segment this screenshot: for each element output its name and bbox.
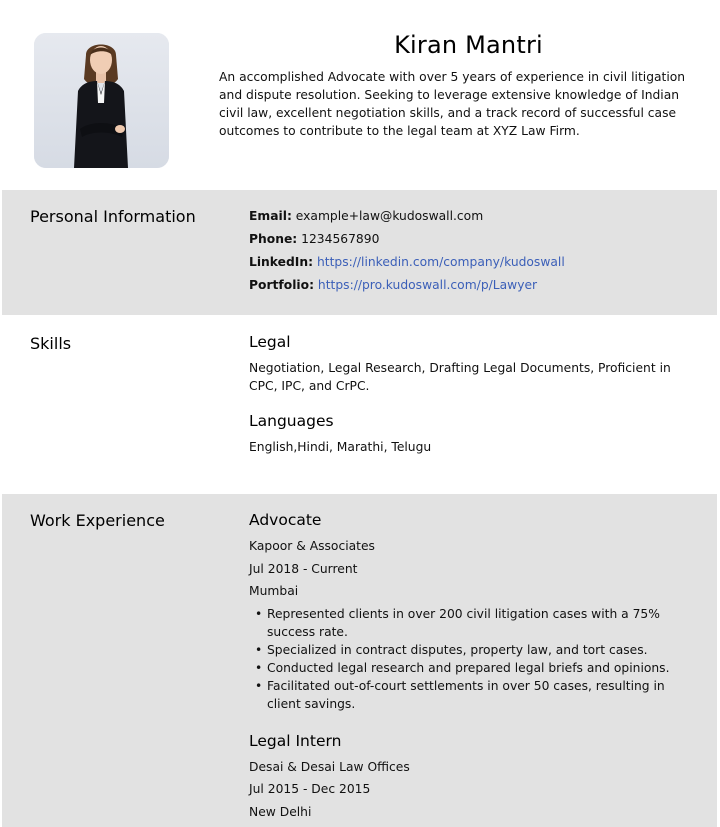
skills-section: [2, 315, 717, 494]
work-experience-heading: Work Experience: [30, 511, 165, 530]
email-value[interactable]: example+law@kudoswall.com: [295, 209, 484, 223]
job-company: Desai & Desai Law Offices: [249, 759, 410, 774]
resume-header: [0, 0, 720, 190]
list-item: • Conducted legal research and prepared legal briefs and opinions.: [249, 659, 694, 677]
profile-photo: [34, 33, 169, 168]
list-item: • Specialized in contract disputes, property law, and tort cases.: [249, 641, 694, 659]
list-item: • Facilitated out-of-court settlements in over 50 cases, resulting in client savings.: [249, 677, 694, 713]
personal-information-section: [2, 190, 717, 315]
skill-group-title: Languages: [249, 412, 334, 430]
job-dates: Jul 2018 - Current: [249, 561, 358, 576]
email-label: Email:: [249, 209, 292, 223]
profile-photo-illustration: [34, 33, 169, 168]
job-location: New Delhi: [249, 804, 312, 819]
skill-group-text: Negotiation, Legal Research, Drafting Legal Documents, Proficient in CPC, IPC, and CrPC.: [249, 361, 671, 393]
job-role: Advocate: [249, 511, 322, 529]
skills-heading: Skills: [30, 334, 72, 353]
skills-list: [249, 332, 694, 456]
phone-row: [249, 230, 694, 253]
phone-label: Phone:: [249, 232, 298, 246]
linkedin-label: LinkedIn:: [249, 255, 314, 269]
job-location: Mumbai: [249, 584, 299, 598]
job-responsibilities: [249, 605, 694, 713]
job-entry: [249, 731, 694, 826]
phone-value: 1234567890: [301, 232, 380, 246]
list-item: • Represented clients in over 200 civil litigation cases with a 75% success rate.: [249, 605, 694, 641]
job-role: Legal Intern: [249, 731, 342, 750]
job-entry: [249, 510, 694, 713]
work-experience-section: [2, 494, 717, 827]
portfolio-row: [249, 276, 694, 299]
job-company: Kapoor & Associates: [249, 539, 375, 553]
linkedin-row: [249, 253, 694, 276]
portfolio-label: Portfolio:: [249, 278, 314, 292]
linkedin-link[interactable]: https://linkedin.com/company/kudoswall: [316, 255, 565, 269]
personal-information-heading: Personal Information: [30, 207, 196, 226]
candidate-name: Kiran Mantri: [394, 31, 543, 59]
portfolio-link[interactable]: https://pro.kudoswall.com/p/Lawyer: [317, 278, 538, 292]
professional-summary: An accomplished Advocate with over 5 years of experience in civil litigation and dispute resolution. Seeking to leverage extensive knowledge of Indian civil law, excellent negotiation skills, and a track record of successful case outcomes to contribute to the legal team at XYZ Law Firm.: [219, 70, 686, 138]
work-experience-list: [249, 510, 694, 825]
job-dates: Jul 2015 - Dec 2015: [249, 782, 371, 796]
skill-group-title: Legal: [249, 333, 291, 351]
contact-details: [249, 207, 694, 299]
skill-group-text: English,Hindi, Marathi, Telugu: [249, 440, 432, 454]
email-row: [249, 207, 694, 230]
